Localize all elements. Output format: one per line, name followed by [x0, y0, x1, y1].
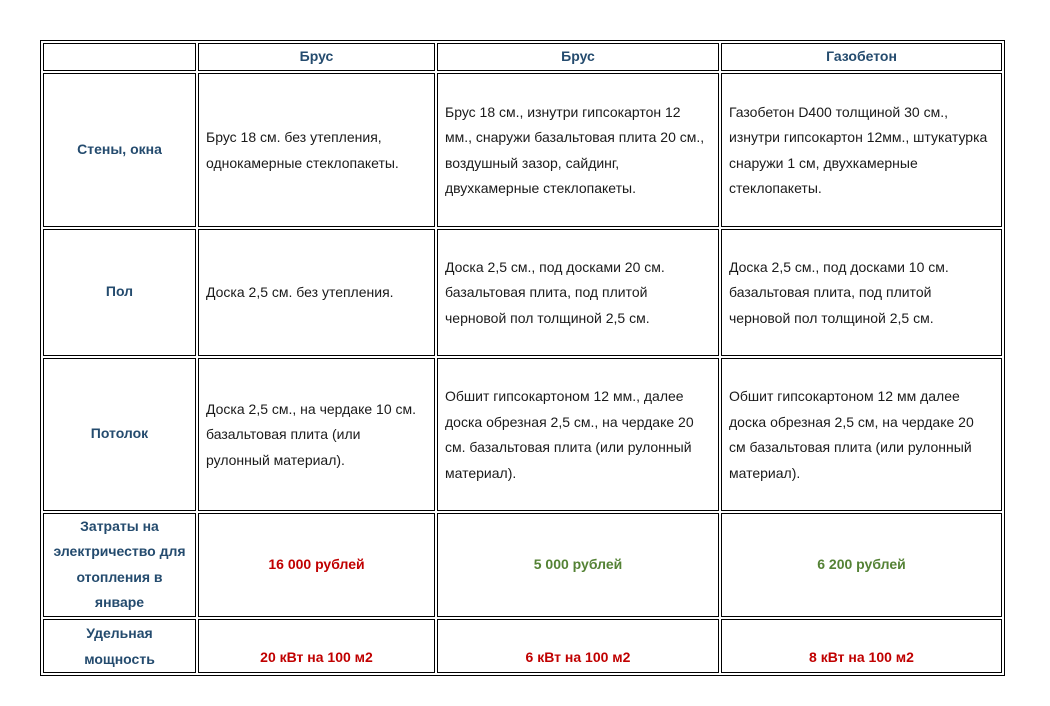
- comparison-table-wrapper: [40, 40, 1005, 676]
- cell-text: Доска 2,5 см., на чердаке 10 см. базальтовая плита (или рулонный материал).: [206, 400, 417, 468]
- row-label-floor: Пол: [43, 229, 196, 356]
- header-cell-brus-1: Брус: [198, 43, 435, 71]
- cell-text: Доска 2,5 см., под досками 20 см. базальтовая плита, под плитой черновой пол толщиной 2,5 см.: [445, 258, 665, 326]
- row-label-ceiling: Потолок: [43, 358, 196, 511]
- table-row-walls: [43, 73, 1002, 227]
- cell-floor-brus-2: [437, 229, 719, 356]
- table-row-floor: [43, 229, 1002, 356]
- table-row-ceiling: [43, 358, 1002, 511]
- cell-ceiling-brus-2: [437, 358, 719, 511]
- cell-text: Доска 2,5 см., под досками 10 см. базальтовая плита, под плитой черновой пол толщиной 2,5 см.: [729, 258, 949, 326]
- power-value-brus-1: 20 кВт на 100 м2: [198, 619, 435, 673]
- cell-ceiling-brus-1: [198, 358, 435, 511]
- table-row-specific-power: [43, 619, 1002, 673]
- row-label-specific-power: Удельная мощность: [43, 619, 196, 673]
- row-label-heating-cost: Затраты на электричество для отопления в январе: [43, 513, 196, 617]
- cell-text: Обшит гипсокартоном 12 мм далее доска обрезная 2,5 см, на чердаке 20 см базальтовая плита (или рулонный материал).: [729, 388, 974, 481]
- cell-text: Доска 2,5 см. без утепления.: [206, 284, 394, 301]
- header-row: [43, 43, 1002, 71]
- cell-walls-brus-2: [437, 73, 719, 227]
- header-cell-brus-2: Брус: [437, 43, 719, 71]
- cell-walls-gazobeton: [721, 73, 1002, 227]
- comparison-table: [40, 40, 1005, 676]
- header-cell-empty: [43, 43, 196, 71]
- power-value-gazobeton: 8 кВт на 100 м2: [721, 619, 1002, 673]
- cell-floor-gazobeton: [721, 229, 1002, 356]
- cell-text: Брус 18 см., изнутри гипсокартон 12 мм., снаружи базальтовая плита 20 см., воздушный зазор, сайдинг, двухкамерные стеклопакеты.: [445, 103, 705, 196]
- header-cell-gazobeton: Газобетон: [721, 43, 1002, 71]
- cell-floor-brus-1: [198, 229, 435, 356]
- power-value-brus-2: 6 кВт на 100 м2: [437, 619, 719, 673]
- cell-walls-brus-1: [198, 73, 435, 227]
- cell-text: Брус 18 см. без утепления, однокамерные стеклопакеты.: [206, 129, 399, 171]
- cell-text: Газобетон D400 толщиной 30 см., изнутри гипсокартон 12мм., штукатурка снаружи 1 см, двухкамерные стеклопакеты.: [729, 103, 988, 196]
- cost-value-brus-2: 5 000 рублей: [437, 513, 719, 617]
- row-label-walls: Стены, окна: [43, 73, 196, 227]
- cell-ceiling-gazobeton: [721, 358, 1002, 511]
- table-row-heating-cost: [43, 513, 1002, 617]
- cost-value-brus-1: 16 000 рублей: [198, 513, 435, 617]
- cell-text: Обшит гипсокартоном 12 мм., далее доска обрезная 2,5 см., на чердаке 20 см. базальтовая плита (или рулонный материал).: [445, 388, 694, 481]
- cost-value-gazobeton: 6 200 рублей: [721, 513, 1002, 617]
